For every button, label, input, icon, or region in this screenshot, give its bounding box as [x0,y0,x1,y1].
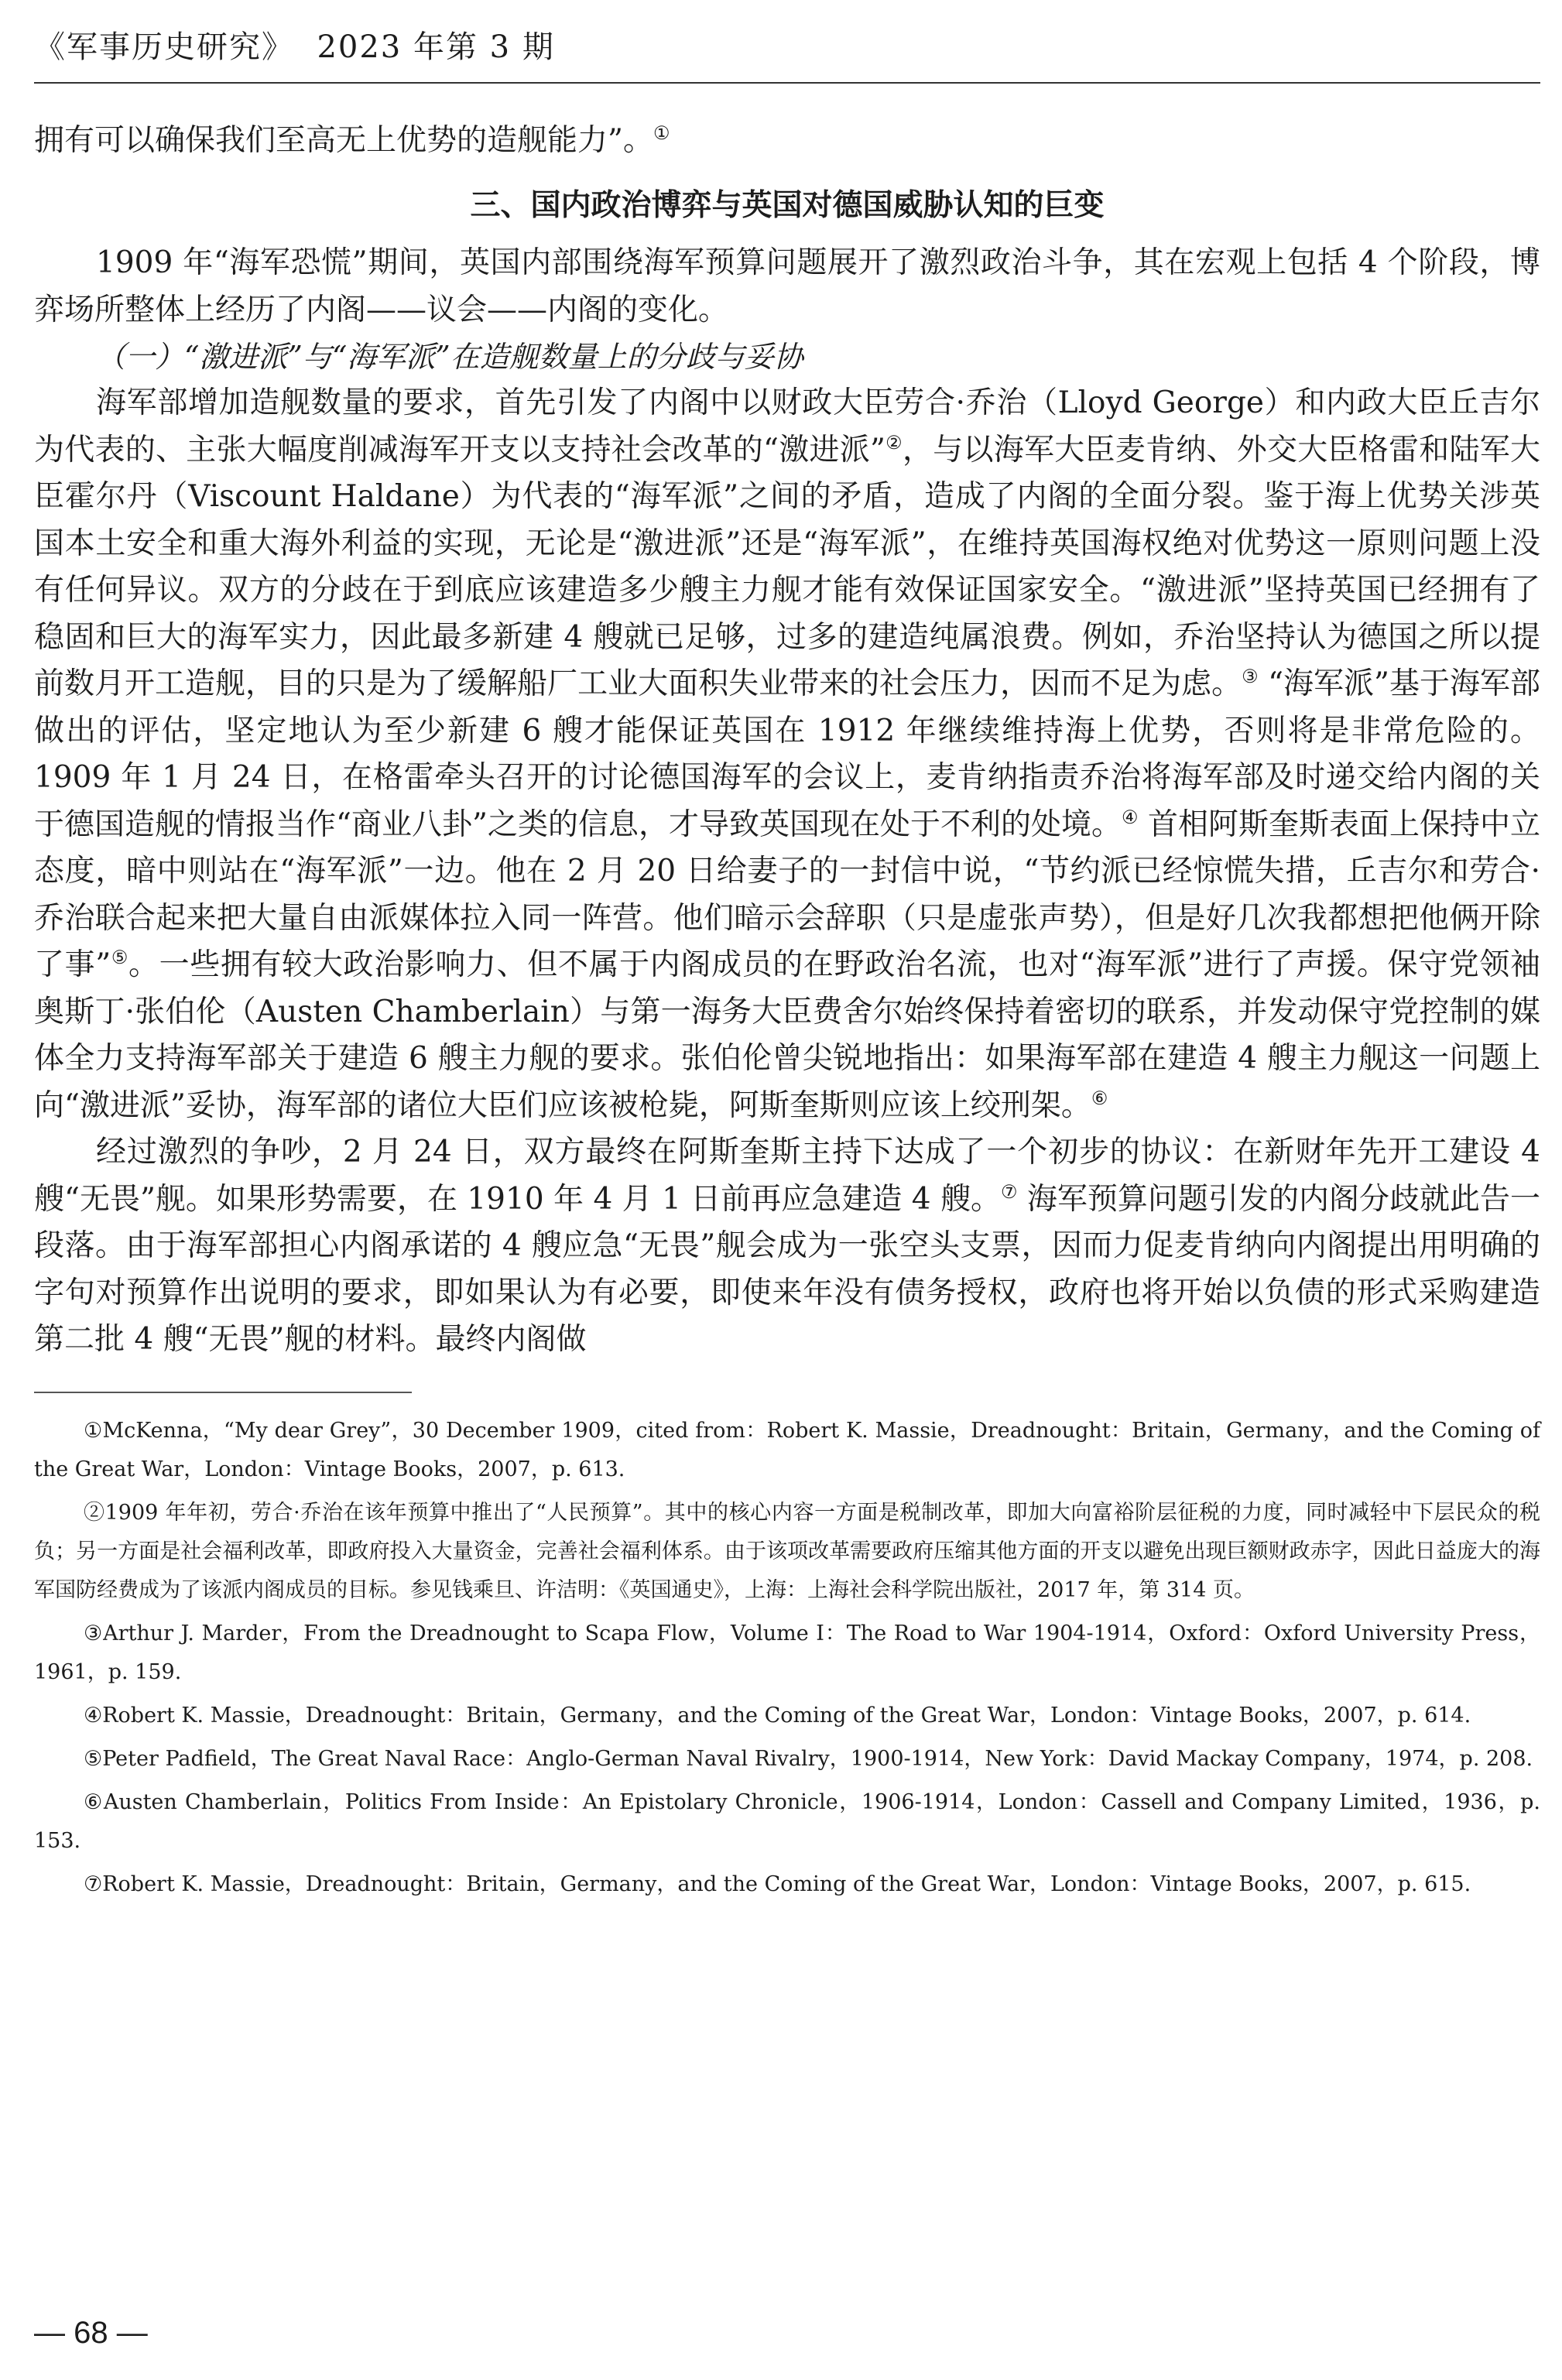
footnote-ref-6[interactable]: ⑥ [1091,1087,1108,1109]
paragraph-2 [34,380,1540,1129]
paragraph-1: 1909 年“海军恐慌”期间，英国内部围绕海军预算问题展开了激烈政治斗争，其在宏观上包括 4 个阶段，博弈场所整体上经历了内阁——议会——内阁的变化。 [34,245,1540,327]
text-run: ，与以海军大臣麦肯纳、外交大臣格雷和陆军大臣霍尔丹（Viscount Haldane）为代表的“海军派”之间的矛盾，造成了内阁的全面分裂。鉴于海上优势关涉英国本土安全和重大海外利益的实现，无论是“激进派”还是“海军派”，在维持英国海权绝对优势这一原则问题上没有任何异议。双方的分歧在于到底应该建造多少艘主力舰才能有效保证国家安全。“激进派”坚持英国已经拥有了稳固和巨大的海军实力，因此最多新建 4 艘就已足够，过多的建造纯属浪费。例如，乔治坚持认为德国之所以提前数月开工造舰，目的只是为了缓解船厂工业大面积失业带来的社会压力，因而不足为虑。 [34,432,1540,701]
text-run: 。一些拥有较大政治影响力、但不属于内阁成员的在野政治名流，也对“海军派”进行了声援。保守党领袖奥斯丁·张伯伦（Austen Chamberlain）与第一海务大臣费舍尔始终保持着密切的联系，并发动保守党控制的媒体全力支持海军部关于建造 6 艘主力舰的要求。张伯伦曾尖锐地指出：如果海军部在建造 4 艘主力舰这一问题上向“激进派”妥协，海军部的诸位大臣们应该被枪毙，阿斯奎斯则应该上绞刑架。 [34,947,1540,1123]
header-rule [34,82,1540,84]
running-header [34,23,1540,71]
footnote-ref-2[interactable]: ② [885,431,903,454]
footnote-ref-3[interactable]: ③ [1242,666,1259,687]
continuation-text: 拥有可以确保我们至高无上优势的造舰能力”。 [34,123,653,158]
footnote-1: ①McKenna，“My dear Grey”，30 December 1909，cited from：Robert K. Massie，Dreadnought：Britain，Germany，and the Coming of the Great War，London：Vintage Books，2007，p. 613. [34,1418,1540,1481]
page-number: — 68 — [34,2316,148,2350]
continuation-line [34,118,1540,164]
text-run: 经过激烈的争吵，2 月 24 日，双方最终在阿斯奎斯主持下达成了一个初步的协议：在新财年先开工建设 4 艘“无畏”舰。如果形势需要，在 1910 年 4 月 1 日前再应急建造 4 艘。 [34,1135,1540,1217]
footnote-ref-7[interactable]: ⑦ [1000,1180,1018,1203]
section-title: 三、国内政治博弈与英国对德国威胁认知的巨变 [470,188,1105,223]
footnote-4: ④Robert K. Massie，Dreadnought：Britain，Germany，and the Coming of the Great War，London：Vintage Books，2007，p. 614. [84,1703,1471,1728]
footnote-7: ⑦Robert K. Massie，Dreadnought：Britain，Germany，and the Coming of the Great War，London：Vintage Books，2007，p. 615. [84,1871,1471,1896]
footnote-ref-1[interactable]: ① [653,122,670,144]
text-run: 海军部增加造舰数量的要求，首先引发了内阁中以财政大臣劳合·乔治（Lloyd George）和内政大臣丘吉尔为代表的、主张大幅度削减海军开支以支持社会改革的“激进派” [34,385,1540,467]
footnote-ref-4[interactable]: ④ [1122,806,1139,828]
paragraph-3 [34,1129,1540,1364]
footnote-6: ⑥Austen Chamberlain，Politics From Inside：An Epistolary Chronicle，1906-1914，London：Cassell and Company Limited，1936，p. 153. [34,1789,1540,1853]
footnote-5: ⑤Peter Padfield，The Great Naval Race：Anglo-German Naval Rivalry，1900-1914，New York：David Mackay Company，1974，p. 208. [84,1746,1533,1771]
journal-name: 《军事历史研究》 [34,29,294,65]
footnote-3: ③Arthur J. Marder，From the Dreadnought to Scapa Flow，Volume I：The Road to War 1904-1914，Oxford：Oxford University Press，1961，p. 159. [34,1621,1540,1684]
journal-page [34,23,1540,1909]
text-run: 首相阿斯奎斯表面上保持中立态度，暗中则站在“海军派”一边。他在 2 月 20 日给妻子的一封信中说，“节约派已经惊慌失措，丘吉尔和劳合·乔治联合起来把大量自由派媒体拉入同一阵营。他们暗示会辞职（只是虚张声势），但是好几次我都想把他俩开除了事” [34,806,1540,982]
footnote-rule [34,1392,412,1393]
issue-label: 2023 年第 3 期 [317,29,555,65]
text-run: 海军预算问题引发的内阁分歧就此告一段落。由于海军部担心内阁承诺的 4 艘应急“无畏”舰会成为一张空头支票，因而力促麦肯纳向内阁提出用明确的字句对预算作出说明的要求，即如果认为有必要，即使来年没有债务授权，政府也将开始以负债的形式采购建造第二批 4 艘“无畏”舰的材料。最终内阁做 [34,1181,1541,1357]
footnote-2: ②1909 年年初，劳合·乔治在该年预算中推出了“人民预算”。其中的核心内容一方面是税制改革，即加大向富裕阶层征税的力度，同时减轻中下层民众的税负；另一方面是社会福利改革，即政府投入大量资金，完善社会福利体系。由于该项改革需要政府压缩其他方面的开支以避免出现巨额财政赤字，因此日益庞大的海军国防经费成为了该派内阁成员的目标。参见钱乘旦、许洁明：《英国通史》，上海：上海社会科学院出版社，2017 年，第 314 页。 [34,1500,1540,1602]
footnotes [34,1412,1540,1904]
text-run: “海军派”基于海军部做出的评估，坚定地认为至少新建 6 艘才能保证英国在 1912 年继续维持海上优势，否则将是非常危险的。1909 年 1 月 24 日，在格雷牵头召开的讨论德国海军的会议上，麦肯纳指责乔治将海军部及时递交给内阁的关于德国造舰的情报当作“商业八卦”之类的信息，才导致英国现在处于不利的处境。 [34,666,1540,842]
footnote-ref-5[interactable]: ⑤ [111,947,128,968]
subsection-title: （一）“激进派”与“海军派”在造舰数量上的分歧与妥协 [96,340,803,374]
